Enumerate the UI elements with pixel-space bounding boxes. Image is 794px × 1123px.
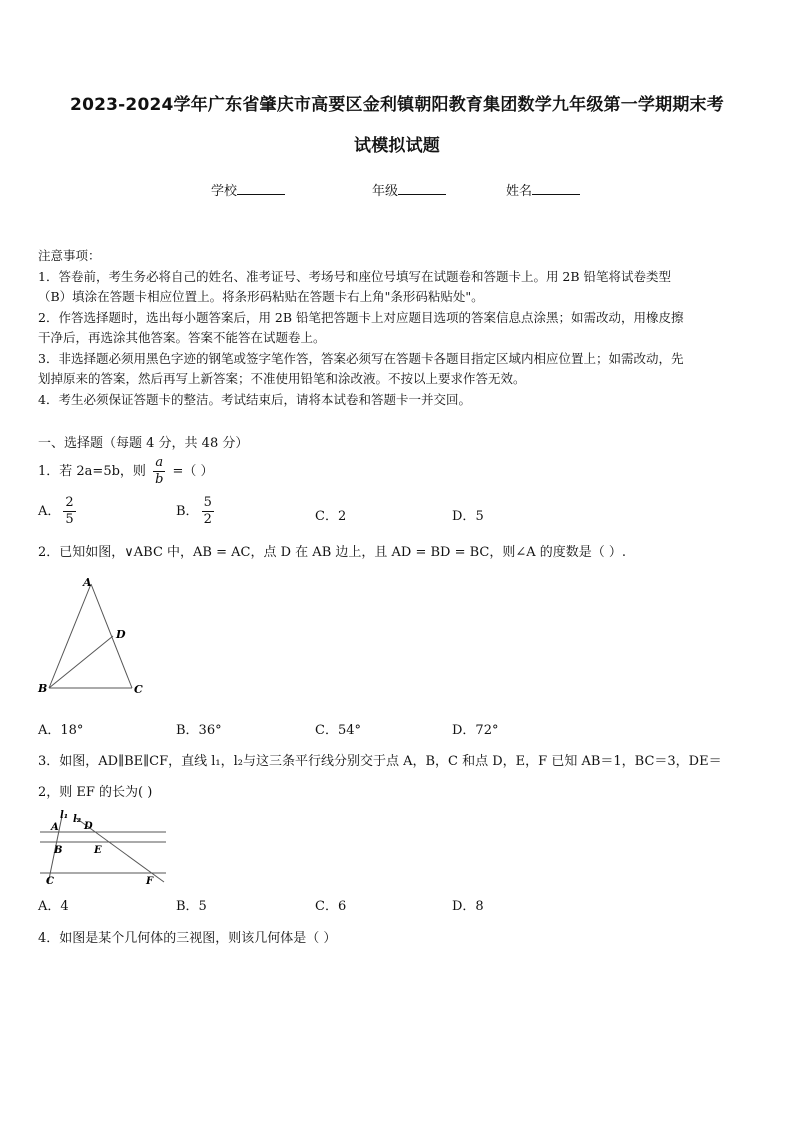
notes-line: 划掉原来的答案，然后再写上新答案；不准使用铅笔和涂改液。不按以上要求作答无效。 xyxy=(38,371,526,386)
q3-option-a[interactable]: A．4 xyxy=(38,899,69,914)
label-l1: l₁ xyxy=(60,810,69,821)
option-fraction xyxy=(202,495,214,528)
notes-line: 2．作答选择题时，选出每小题答案后，用 2B 铅笔把答题卡上对应题目选项的答案信息点涂黑；如需改动，用橡皮擦 xyxy=(38,309,684,325)
label-b: B xyxy=(54,845,63,856)
label-d: D xyxy=(116,628,126,641)
question-1 xyxy=(38,455,214,488)
label-a: A xyxy=(83,576,92,589)
q2-option-d[interactable]: D．72° xyxy=(452,723,499,738)
name-blank xyxy=(532,182,580,195)
q3-option-c[interactable]: C．6 xyxy=(315,899,347,914)
label-l2: l₂ xyxy=(73,814,82,825)
option-fraction xyxy=(63,495,75,528)
label-b: B xyxy=(38,682,48,695)
question-4-stem: 4．如图是某个几何体的三视图，则该几何体是（ ） xyxy=(38,931,337,946)
q2-option-a[interactable]: A．18° xyxy=(38,723,84,738)
question-2-stem: 2．已知如图，∨ABC 中，AB = AC，点 D 在 AB 边上，且 AD = BD = BC，则∠A 的度数是（ ）. xyxy=(38,545,627,560)
segment-ab xyxy=(49,584,91,688)
label-d: D xyxy=(84,821,93,832)
school-field[interactable] xyxy=(211,180,285,199)
question-3-stem-line1: 3．如图，AD∥BE∥CF，直线 l₁，l₂与这三条平行线分别交于点 A，B，C 和点 D，E，F 已知 AB＝1，BC＝3，DE＝ xyxy=(38,754,722,769)
label-c: C xyxy=(46,876,54,887)
name-label: 姓名 xyxy=(506,184,533,199)
label-e: E xyxy=(94,845,102,856)
q2-triangle-figure xyxy=(36,574,156,700)
notes-heading: 注意事项： xyxy=(38,248,101,263)
q1-stem-a: 1．若 2a=5b，则 xyxy=(38,464,146,479)
frac-den: 2 xyxy=(203,512,212,527)
option-letter: A． xyxy=(38,504,61,519)
school-label: 学校 xyxy=(211,184,238,199)
question-3-stem-line2: 2，则 EF 的长为( ) xyxy=(38,785,153,800)
q3-option-b[interactable]: B．5 xyxy=(176,899,207,914)
notes-line: 4．考生必须保证答题卡的整洁。考试结束后，请将本试卷和答题卡一并交回。 xyxy=(38,391,471,407)
label-a: A xyxy=(51,822,59,833)
option-text: 2 xyxy=(337,509,347,524)
segment-ac xyxy=(91,584,132,688)
q1-frac-den: b xyxy=(155,472,164,487)
notes-line: 3．非选择题必须用黑色字迹的钢笔或签字笔作答，答案必须写在答题卡各题目指定区域内相应位置上；如需改动，先 xyxy=(38,350,684,366)
name-field[interactable] xyxy=(506,180,580,199)
option-letter: D． xyxy=(452,509,476,524)
q3-parallel-lines-figure xyxy=(36,806,170,888)
q1-option-a[interactable] xyxy=(38,495,79,528)
frac-num: 5 xyxy=(203,495,212,510)
grade-blank xyxy=(398,182,446,195)
q1-frac-num: a xyxy=(153,455,165,472)
frac-num: 2 xyxy=(65,495,74,510)
frac-den: 5 xyxy=(65,512,74,527)
notes-line: （B）填涂在答题卡相应位置上。将条形码粘贴在答题卡右上角"条形码粘贴处"。 xyxy=(38,289,484,304)
option-text: 5 xyxy=(475,509,484,524)
notes-line: 干净后，再选涂其他答案。答案不能答在试题卷上。 xyxy=(38,330,326,345)
label-c: C xyxy=(134,683,143,696)
exam-title-line1: 2023-2024学年广东省肇庆市高要区金利镇朝阳教育集团数学九年级第一学期期末考 xyxy=(70,95,724,115)
notes-line: 1．答卷前，考生务必将自己的姓名、准考证号、考场号和座位号填写在试题卷和答题卡上。用 2B 铅笔将试卷类型 xyxy=(38,268,672,284)
school-blank xyxy=(237,182,285,195)
q1-option-d[interactable] xyxy=(452,505,484,524)
label-f: F xyxy=(146,876,154,887)
q1-option-b[interactable] xyxy=(176,495,217,528)
exam-title-line2: 试模拟试题 xyxy=(354,136,440,156)
q2-option-c[interactable]: C．54° xyxy=(315,723,361,738)
exam-notes xyxy=(38,246,758,410)
grade-label: 年级 xyxy=(372,184,399,199)
grade-field[interactable] xyxy=(372,180,446,199)
q3-option-d[interactable]: D．8 xyxy=(452,899,484,914)
q2-option-b[interactable]: B．36° xyxy=(176,723,222,738)
q1-fraction xyxy=(153,455,165,488)
q1-stem-b: =（ ） xyxy=(172,464,214,479)
section-heading: 一、选择题（每题 4 分，共 48 分） xyxy=(38,436,249,451)
option-letter: B． xyxy=(176,504,199,519)
segment-bd xyxy=(49,636,113,688)
option-letter: C． xyxy=(315,509,338,524)
q1-option-c[interactable] xyxy=(315,505,346,524)
